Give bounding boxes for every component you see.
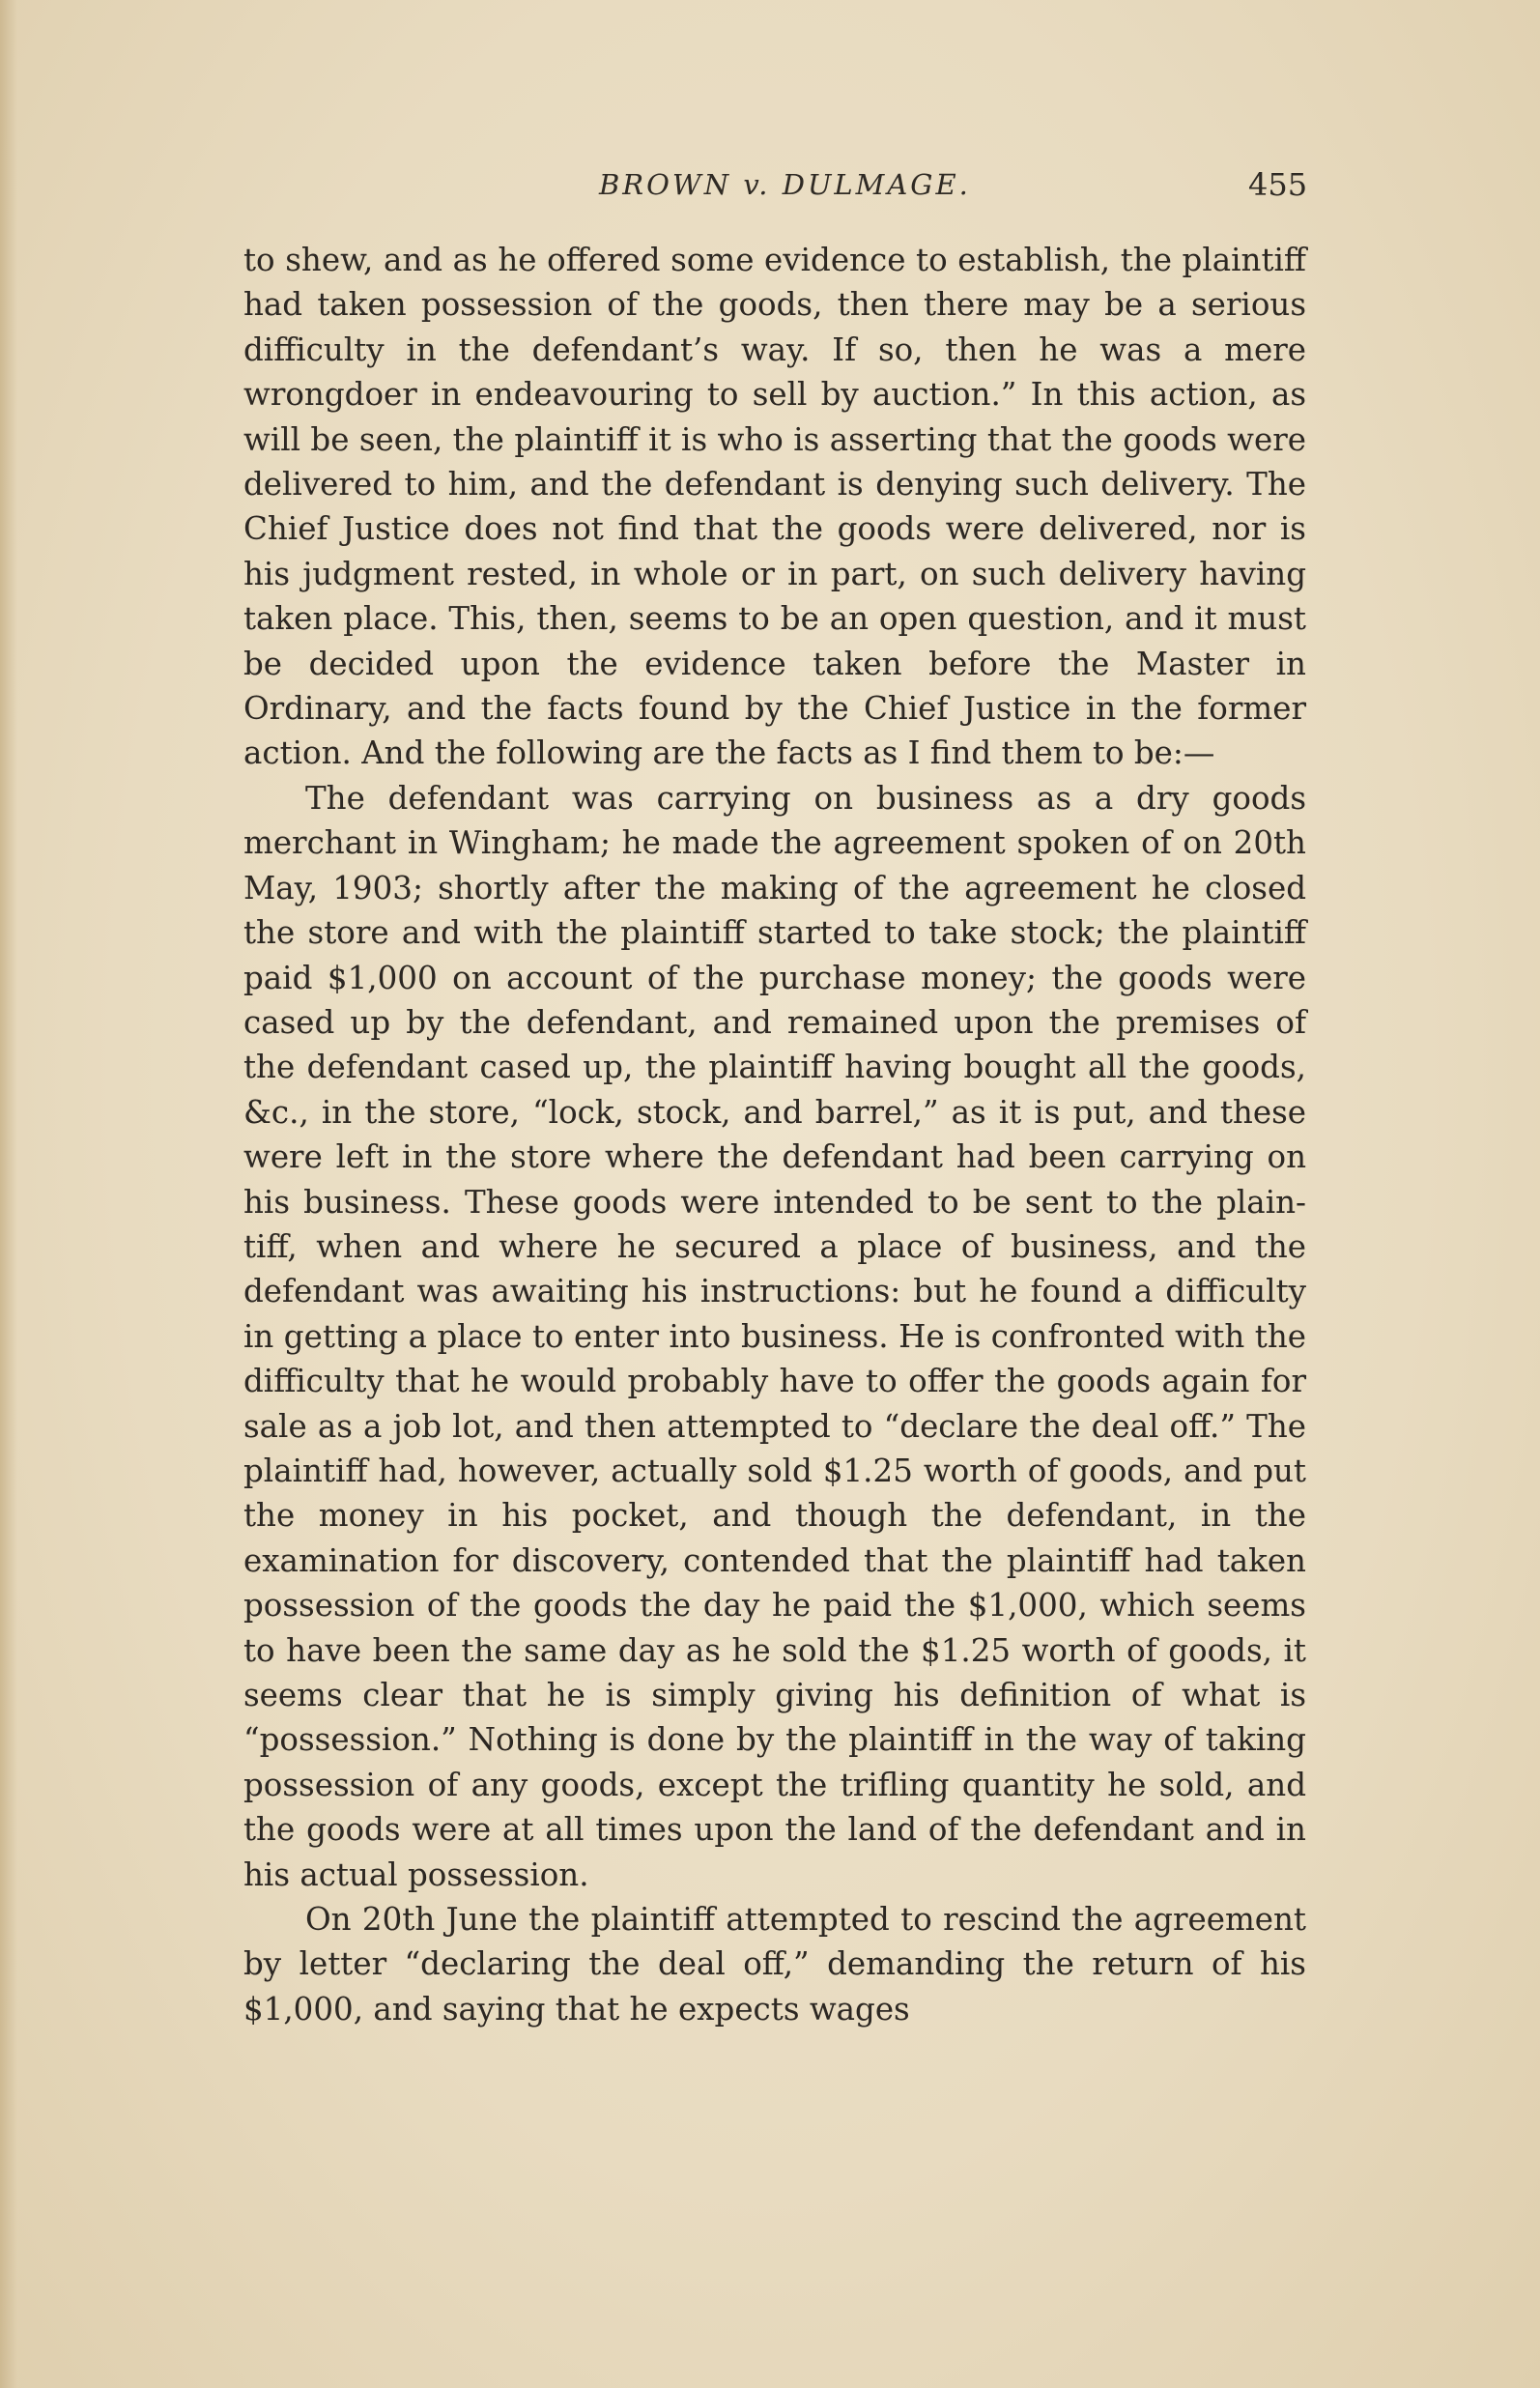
- paragraph-continuation: to shew, and as he offered some evidence to establish, the plaintiff had taken possession of the goods, then there may be a serious difficulty in the defendant’s way. If so, then he was a mere wrongdoer in endeavouring to sell by auction.” In this action, as will be seen, the plaintiff it is who is asserting that the goods were delivered to him, and the defendant is denying such delivery. The Chief Justice does not find that the goods were delivered, nor is his judgment rested, in whole or in part, on such delivery having taken place. This, then, seems to be an open question, and it must be decided upon the evidence taken before the Master in Ordinary, and the facts found by the Chief Justice in the former action. And the following are the facts as I find them to be:—: [243, 242, 1306, 772]
- body-text: [243, 238, 1306, 2031]
- paragraph-rescission: On 20th June the plaintiff attempted to rescind the agreement by letter “declaring the deal off,” demanding the return of his $1,000, and saying that he expects wages: [243, 1901, 1306, 2028]
- page-number: 455: [1248, 166, 1308, 203]
- page-header: [0, 162, 1540, 220]
- running-head: BROWN v. DULMAGE.: [599, 168, 971, 201]
- paragraph-facts: The defendant was carrying on business as a dry goods merchant in Wingham; he made the agreement spoken of on 20th May, 1903; shortly after the making of the agreement he closed the store and with the plaintiff started to take stock; the plaintiff paid $1,000 on account of the purchase money; the goods were cased up by the defendant, and remained upon the premises of the defendant cased up, the plaintiff having bought all the goods, &c., in the store, “lock, stock, and barrel,” as it is put, and these were left in the store where the defendant had been carrying on his business. These goods were intended to be sent to the plaintiff, when and where he secured a place of business, and the defendant was awaiting his instructions: but he found a difficulty in getting a place to enter into business. He is confronted with the difficulty that he would probably have to offer the goods again for sale as a job lot, and then attempted to “declare the deal off.” The plaintiff had, however, actually sold $1.25 worth of goods, and put the money in his pocket, and though the defendant, in the examination for discovery, contended that the plaintiff had taken possession of the goods the day he paid the $1,000, which seems to have been the same day as he sold the $1.25 worth of goods, it seems clear that he is simply giving his definition of what is “possession.” Nothing is done by the plaintiff in the way of taking possession of any goods, except the trifling quantity he sold, and the goods were at all times upon the land of the defendant and in his actual possession.: [243, 779, 1306, 1893]
